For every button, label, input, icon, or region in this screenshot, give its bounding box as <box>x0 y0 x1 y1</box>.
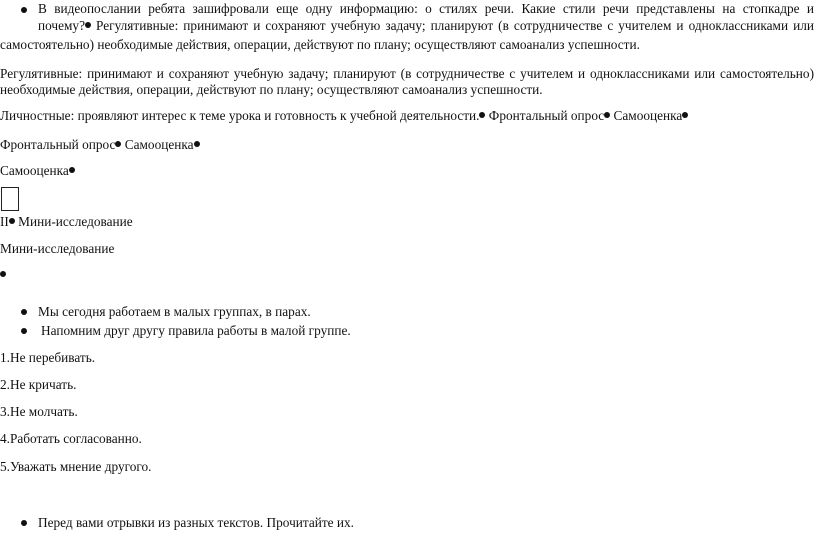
rule-item: 2.Не кричать. <box>0 377 77 392</box>
bullet-icon <box>21 520 27 526</box>
bullet-icon <box>69 167 75 173</box>
bullet-icon <box>21 328 27 334</box>
list-item-text: Напомним друг другу правила работы в малой группе. <box>41 323 351 338</box>
frontal-survey-line: Фронтальный опрос Самооценка <box>0 136 816 153</box>
intro-line-1: В видеопослании ребята зашифровали еще одну информацию: о стилях речи. Какие стили речи представлены на стопкадре и <box>38 1 814 16</box>
bullet-icon <box>194 141 200 147</box>
rule-item: 4.Работать согласованно. <box>0 431 142 446</box>
bullet-icon <box>682 112 688 118</box>
bullet-icon <box>21 7 27 13</box>
list-item-text: Перед вами отрывки из разных текстов. Прочитайте их. <box>38 515 354 530</box>
bullet-icon <box>21 309 27 315</box>
section-heading-line: II Мини-исследование <box>0 214 133 229</box>
mini-research-line: Мини-исследование <box>0 241 115 256</box>
regulative-line-2: необходимые действия, операции, действуют по плану; осуществляют самоанализ успешности. <box>0 82 543 97</box>
empty-table-cell <box>1 187 19 211</box>
list-item-text: Мы сегодня работаем в малых группах, в парах. <box>38 304 311 319</box>
empty-bullet-line <box>0 266 816 283</box>
bullet-icon <box>0 271 6 277</box>
rule-item: 1.Не перебивать. <box>0 350 96 365</box>
intro-line-3: самостоятельно) необходимые действия, операции, действуют по плану; осуществляют самоанализ успешности. <box>0 37 640 52</box>
rule-item: 5.Уважать мнение другого. <box>0 459 152 474</box>
self-assessment-line: Самооценка <box>0 162 816 179</box>
personal-line: Личностные: проявляют интерес к теме урока и готовность к учебной деятельности. Фронтальный опрос Самооценка <box>0 107 816 124</box>
rule-item: 3.Не молчать. <box>0 404 78 419</box>
intro-line-2: почему? Регулятивные: принимают и сохраняют учебную задачу; планируют (в сотрудничестве с учителем и одноклассниками или <box>38 18 814 33</box>
regulative-line-1: Регулятивные: принимают и сохраняют учебную задачу; планируют (в сотрудничестве с учителем и одноклассниками или самостоятельно) <box>0 66 814 81</box>
